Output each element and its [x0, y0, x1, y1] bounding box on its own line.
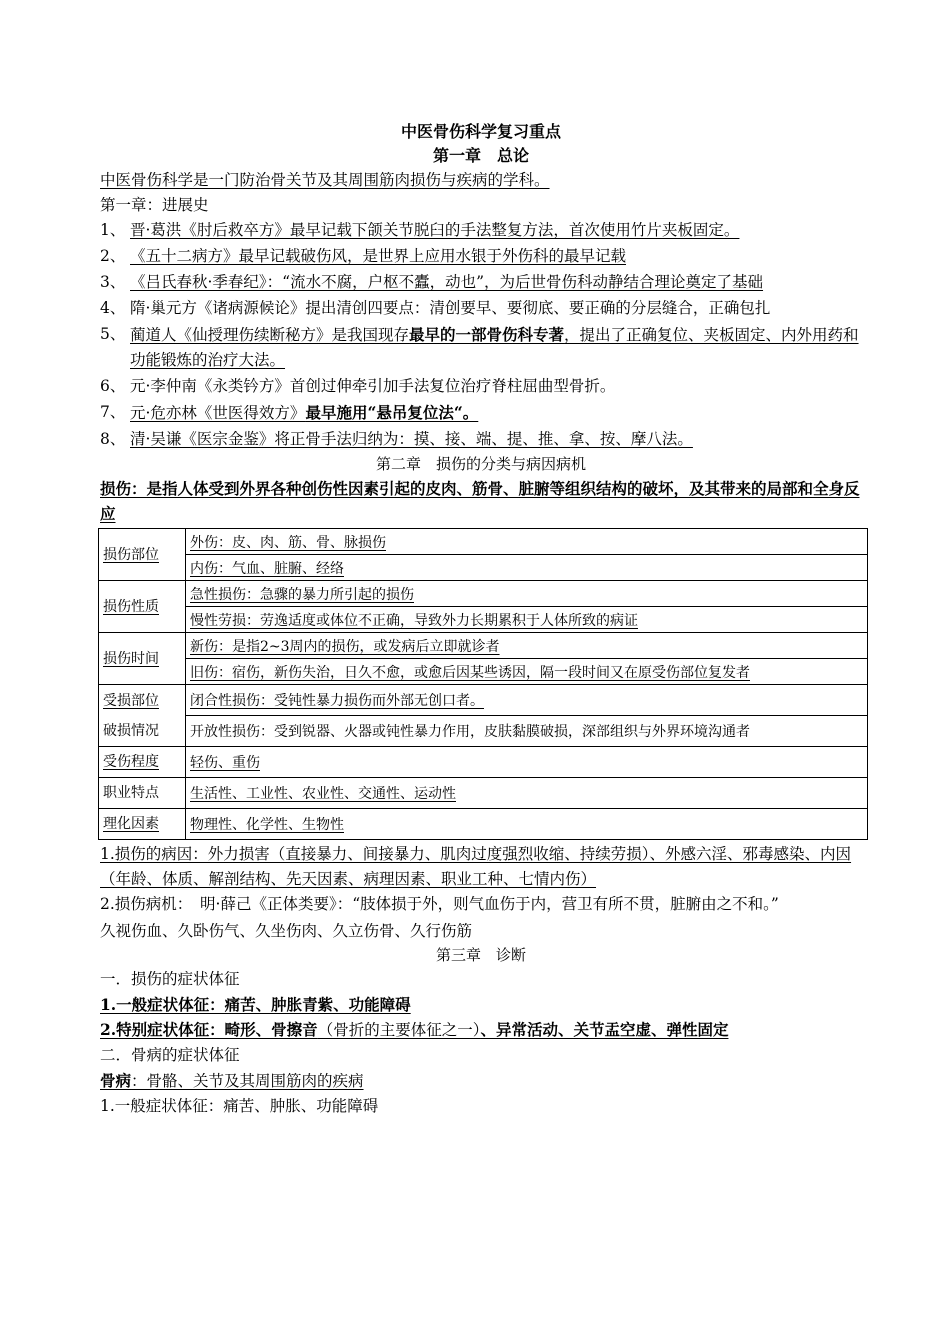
table-cell: 生活性、工业性、农业性、交通性、运动性	[186, 778, 868, 809]
table-row	[99, 809, 868, 840]
table-cell: 内伤：气血、脏腑、经络	[186, 555, 868, 581]
table-row	[99, 716, 868, 747]
table-cell: 慢性劳损：劳逸适度或体位不正确，导致外力长期累积于人体所致的病证	[186, 607, 868, 633]
list-item: 6、 元·李仲南《永类钤方》首创过伸牵引加手法复位治疗脊柱屈曲型骨折。	[100, 377, 616, 395]
table-cell: 闭合性损伤：受钝性暴力损伤而外部无创口者。	[186, 685, 868, 716]
table-row	[99, 555, 868, 581]
special-symptoms: 2.特别症状体征：畸形、骨擦音（骨折的主要体征之一）、异常活动、关节盂空虚、弹性固定	[100, 1020, 729, 1039]
table-key-cell: 职业特点	[99, 778, 186, 809]
table-row	[99, 685, 868, 716]
list-item: 4、 隋·巢元方《诸病源候论》提出清创四要点：清创要早、要彻底、要正确的分层缝合，正确包扎	[100, 299, 771, 317]
table-key-cell: 理化因素	[99, 809, 186, 840]
table-row	[99, 607, 868, 633]
list-item: 2、 《五十二病方》最早记载破伤风，是世界上应用水银于外伤科的最早记载	[100, 247, 627, 265]
document-title: 中医骨伤科学复习重点	[400, 122, 561, 141]
table-cell: 外伤：皮、肉、筋、骨、脉损伤	[186, 529, 868, 555]
bone-general-symptoms: 1.一般症状体征：痛苦、肿胀、功能障碍	[100, 1097, 379, 1115]
section-bone-disease-symptoms: 二．骨病的症状体征	[100, 1046, 240, 1064]
table-key-cell: 损伤时间	[99, 633, 186, 685]
table-row	[99, 659, 868, 685]
history-heading: 第一章：进展史	[100, 196, 209, 214]
chapter3-heading: 第三章 诊断	[435, 946, 526, 964]
list-item: 3、 《吕氏春秋·季春纪》：“流水不腐，户枢不蠹，动也”，为后世骨伤科动静结合理论奠定了基础	[100, 273, 764, 291]
chapter1-heading: 第一章 总论	[432, 146, 529, 165]
injury-cause: 1.损伤的病因：外力损害（直接暴力、间接暴力、肌肉过度强烈收缩、持续劳损）、外感六淫、邪毒感染、内因（年龄、体质、解剖结构、先天因素、病理因素、职业工种、七情内伤）	[100, 845, 852, 888]
section-injury-symptoms: 一．损伤的症状体征	[100, 970, 240, 988]
table-key-cell: 受损部位 破损情况	[99, 685, 186, 747]
table-cell: 开放性损伤：受到锐器、火器或钝性暴力作用，皮肤黏膜破损，深部组织与外界环境沟通者	[186, 716, 868, 747]
table-cell: 新伤：是指2~3周内的损伤，或发病后立即就诊者	[186, 633, 868, 659]
general-symptoms: 1.一般症状体征：痛苦、肿胀青紫、功能障碍	[100, 995, 411, 1014]
table-row	[99, 633, 868, 659]
table-cell: 旧伤：宿伤，新伤失治，日久不愈，或愈后因某些诱因，隔一段时间又在原受伤部位复发者	[186, 659, 868, 685]
injury-definition: 损伤：是指人体受到外界各种创伤性因素引起的皮肉、筋骨、脏腑等组织结构的破坏，及其带来的局部和全身反应	[100, 479, 860, 523]
table-row	[99, 581, 868, 607]
table-cell: 物理性、化学性、生物性	[186, 809, 868, 840]
discipline-definition: 中医骨伤科学是一门防治骨关节及其周围筋肉损伤与疾病的学科。	[100, 171, 550, 189]
table-cell: 轻伤、重伤	[186, 747, 868, 778]
injury-classification-table	[98, 528, 868, 840]
history-list	[100, 218, 862, 452]
table-key-cell: 损伤性质	[99, 581, 186, 633]
table-cell: 急性损伤：急骤的暴力所引起的损伤	[186, 581, 868, 607]
table-key-cell: 受伤程度	[99, 747, 186, 778]
chapter2-heading: 第二章 损伤的分类与病因病机	[375, 455, 586, 473]
five-overstrains: 久视伤血、久卧伤气、久坐伤肉、久立伤骨、久行伤筋	[100, 922, 473, 940]
table-row	[99, 747, 868, 778]
table-row	[99, 529, 868, 555]
list-item: 1、 晋·葛洪《肘后救卒方》最早记载下颌关节脱臼的手法整复方法，首次使用竹片夹板固定。	[100, 221, 740, 239]
list-item: 8、 清·吴谦《医宗金鉴》将正骨手法归纳为：摸、接、端、提、推、拿、按、摩八法。	[100, 430, 693, 448]
bone-disease-definition: 骨病：骨骼、关节及其周围筋肉的疾病	[100, 1071, 364, 1090]
list-item: 5、 蔺道人《仙授理伤续断秘方》是我国现存最早的一部骨伤科专著，提出了正确复位、夹板固定、内外用药和功能锻炼的治疗大法。	[100, 325, 859, 369]
table-key-cell: 损伤部位	[99, 529, 186, 581]
list-item: 7、 元·危亦林《世医得效方》最早施用“悬吊复位法“。	[100, 403, 479, 422]
injury-mechanism: 2.损伤病机： 明·薛己《正体类要》：“肢体损于外，则气血伤于内，营卫有所不贯，脏腑由之不和。”	[100, 895, 779, 913]
document-page	[100, 120, 862, 1119]
table-row	[99, 778, 868, 809]
